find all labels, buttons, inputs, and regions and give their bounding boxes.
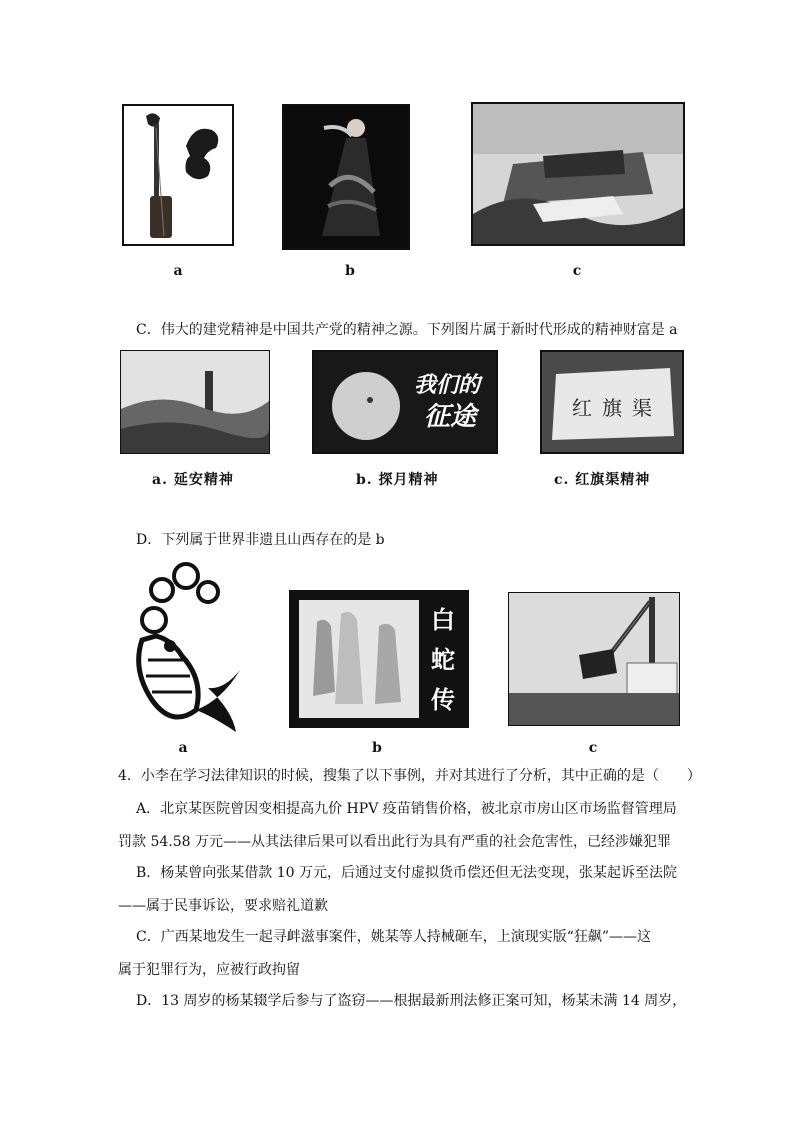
- option-a-line2: 罚款 54.58 万元——从其法律后果可以看出此行为具有严重的社会危害性，已经涉嫌犯罪: [118, 834, 671, 850]
- potala-illustration: [473, 104, 683, 244]
- dancer-illustration: [284, 106, 408, 248]
- image-matouqin: [122, 104, 234, 246]
- option-a-line1: A．北京某医院曾因变相提高九价 HPV 疫苗销售价格，被北京市房山区市场监督管理局: [136, 801, 677, 817]
- image-yanan-pagoda: [120, 350, 270, 454]
- option-c-line1: C．广西某地发生一起寻衅滋事案件，姚某等人持械砸车，上演现实版“狂飙”——这: [136, 929, 652, 945]
- poster-title-line1: 我们的: [414, 372, 481, 398]
- painting-title-char2: 蛇: [431, 645, 455, 674]
- poster-title-line2: 征途: [424, 402, 477, 432]
- caption-1c: c: [572, 263, 582, 279]
- image-lunar-poster: [312, 350, 498, 454]
- image-papercut-fish: [112, 560, 246, 736]
- option-d-line1: D．13 周岁的杨某辍学后参与了盗窃——根据最新刑法修正案可知，杨某未满 14 周岁，: [136, 993, 687, 1009]
- image-dancer: [282, 104, 410, 250]
- caption-3c: c: [588, 740, 598, 756]
- image-potala-palace: [471, 102, 685, 246]
- papercut-fish-illustration: [112, 560, 246, 736]
- question-4-stem: 4．小李在学习法律知识的时候，搜集了以下事例，并对其进行了分析，其中正确的是（ ）: [118, 768, 701, 784]
- swing-illustration: [509, 593, 679, 725]
- caption-2b: b. 探月精神: [356, 472, 439, 488]
- caption-3a: a: [178, 740, 188, 756]
- option-b-line2: ——属于民事诉讼，要求赔礼道歉: [118, 898, 328, 914]
- image-baishezhuan: [289, 590, 469, 728]
- caption-1a: a: [173, 263, 183, 279]
- caption-1b: b: [345, 263, 355, 279]
- question-d-text: D．下列属于世界非遗且山西存在的是 b: [136, 532, 385, 548]
- caption-2a: a. 延安精神: [152, 472, 234, 488]
- option-c-line2: 属于犯罪行为，应被行政拘留: [118, 962, 300, 978]
- image-hongqiqu-stone: [540, 350, 684, 454]
- painting-title-char1: 白: [431, 605, 455, 634]
- painting-title-char3: 传: [431, 685, 455, 714]
- caption-3b: b: [372, 740, 382, 756]
- caption-2c: c. 红旗渠精神: [554, 472, 651, 488]
- stone-text: 红旗渠: [572, 396, 662, 420]
- image-swing-festival: [508, 592, 680, 726]
- option-b-line1: B．杨某曾向张某借款 10 万元，后通过支付虚拟货币偿还但无法变现，张某起诉至法院: [136, 865, 678, 881]
- question-c-text: C．伟大的建党精神是中国共产党的精神之源。下列图片属于新时代形成的精神财富是 a: [136, 322, 678, 338]
- matouqin-illustration: [124, 106, 232, 244]
- yanan-illustration: [121, 351, 269, 453]
